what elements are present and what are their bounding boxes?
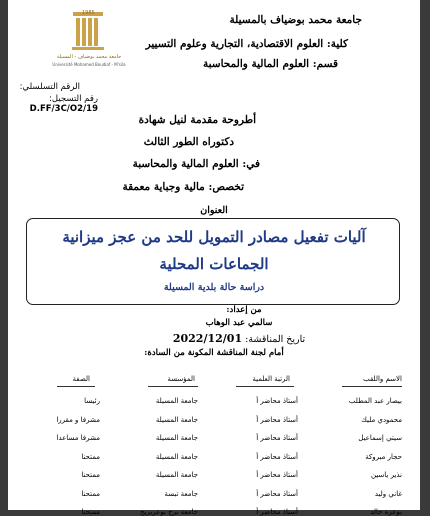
department-name: قسم: العلوم المالية والمحاسبة <box>202 58 338 70</box>
jury-header-name: الاسم واللقب <box>363 375 402 383</box>
university-logo <box>52 10 126 72</box>
jury-cell-role: مشرفا مساعدا <box>56 434 100 442</box>
case-study: دراسة حالة بلدية المسيلة <box>163 282 265 293</box>
logo-caption: جامعة محمد بوضياف - المسيلة <box>56 54 122 60</box>
thesis-type: أطروحة مقدمة لنيل شهادة <box>138 114 256 126</box>
registration-label: رقم التسجيل: <box>49 94 98 104</box>
registration-number <box>8 94 98 114</box>
jury-cell-institution: جامعة المسيلة <box>155 415 198 424</box>
jury-cell-rank: أستاذ محاضر أ <box>256 434 298 442</box>
defense-date-value: 2022/12/01 <box>172 332 243 345</box>
faculty-name: كلية: العلوم الاقتصادية، التجارية وعلوم التسيير <box>145 38 348 50</box>
jury-cell-name: نذير ياسين <box>370 471 402 479</box>
jury-cell-institution: جامعة المسيلة <box>155 397 198 405</box>
jury-cell-name: بوعزة خالد <box>370 508 402 516</box>
jury-cell-role: ممتحنا <box>81 508 100 516</box>
thesis-specialty: تخصص: مالية وجباية معمقة <box>122 181 244 193</box>
jury-cell-name: بيصار عبد المطلب <box>348 397 402 405</box>
author-name: سالمي عبد الوهاب <box>205 318 273 328</box>
thesis-field: في: العلوم المالية والمحاسبة <box>132 158 260 170</box>
jury-label: أمام لجنة المناقشة المكونة من السادة: <box>144 348 284 358</box>
jury-header-institution: المؤسسة <box>167 375 195 383</box>
jury-cell-rank: أستاذ محاضر أ <box>256 471 298 479</box>
header-underline <box>148 386 198 387</box>
defense-date <box>8 332 420 345</box>
jury-cell-role: ممتحنا <box>81 489 100 498</box>
defense-date-label: تاريخ المناقشة: <box>245 334 306 345</box>
jury-cell-rank: أستاذ محاضر أ <box>256 415 298 424</box>
header-underline <box>342 386 402 387</box>
jury-cell-institution: جامعة المسيلة <box>155 434 198 442</box>
logo-year: 1985 <box>82 10 95 16</box>
logo-caption-fr: Université Mohamed Boudiaf - M'sila <box>52 62 126 67</box>
header-underline <box>57 386 95 387</box>
jury-cell-rank: أستاذ محاضر أ <box>256 452 298 461</box>
registration-value: D.FF/3C/O2/19 <box>29 104 98 114</box>
jury-cell-role: ممتحنا <box>81 452 100 461</box>
jury-cell-role: مشرفا و مقررا <box>56 415 100 424</box>
header-underline <box>236 386 294 387</box>
jury-cell-institution: جامعة المسيلة <box>155 471 198 479</box>
jury-header-rank: الرتبة العلمية <box>252 375 290 383</box>
serial-number-label: الرقم التسلسلي: <box>19 82 80 92</box>
university-name: جامعة محمد بوضياف بالمسيلة <box>229 14 362 26</box>
jury-cell-institution: جامعة برج بوعريريج <box>140 508 198 516</box>
jury-cell-rank: أستاذ محاضر أ <box>256 508 298 516</box>
jury-cell-role: ممتحنا <box>81 471 100 479</box>
jury-cell-name: غاني وليد <box>374 489 402 498</box>
jury-cell-institution: جامعة تبسة <box>164 489 198 498</box>
jury-cell-rank: أستاذ محاضر أ <box>256 397 298 405</box>
jury-cell-institution: جامعة المسيلة <box>155 452 198 461</box>
jury-cell-name: سيتي إسماعيل <box>358 434 402 442</box>
thesis-title-line2: الجماعات المحلية <box>159 255 269 273</box>
jury-header-role: الصفة <box>72 375 90 383</box>
jury-cell-name: حجار مبروكة <box>365 452 402 461</box>
thesis-title-line1: آليات تفعيل مصادر التمويل للحد من عجز ميزانية <box>62 228 366 246</box>
document-page <box>8 0 420 516</box>
title-label: العنوان <box>200 205 228 216</box>
jury-cell-role: رئيسا <box>84 397 100 405</box>
thesis-level: دكتوراه الطور الثالث <box>143 136 234 148</box>
jury-cell-rank: أستاذ محاضر أ <box>256 489 298 498</box>
author-label: من إعداد: <box>226 305 262 315</box>
jury-cell-name: محمودي مليك <box>361 415 402 424</box>
